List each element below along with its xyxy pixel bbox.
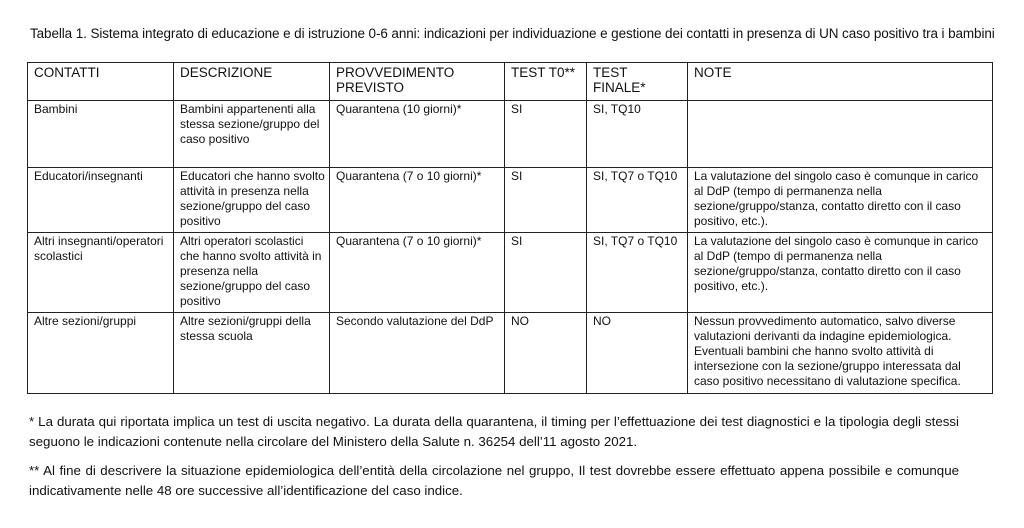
table-cell: Educatori/insegnanti (28, 168, 174, 233)
table-cell: Nessun provvedimento automatico, salvo diverse valutazioni derivanti da indagine epidemiologica. Eventuali bambini che hanno svolto attività di intersezione con la sezione/gruppo interessata dal caso positivo necessitano di valutazione specifica. (688, 313, 993, 394)
header-cell: CONTATTI (28, 63, 174, 101)
table-cell (688, 101, 993, 168)
table-cell: Altre sezioni/gruppi della stessa scuola (174, 313, 330, 394)
table-cell: SI, TQ7 o TQ10 (587, 233, 688, 313)
table-cell: SI (505, 101, 587, 168)
header-cell: DESCRIZIONE (174, 63, 330, 101)
table-cell: SI, TQ7 o TQ10 (587, 168, 688, 233)
table-cell: La valutazione del singolo caso è comunque in carico al DdP (tempo di permanenza nella sezione/gruppo/stanza, contatto diretto con il caso positivo, etc.). (688, 233, 993, 313)
table-cell: SI (505, 233, 587, 313)
table-cell: NO (505, 313, 587, 394)
header-cell: NOTE (688, 63, 993, 101)
contacts-table (27, 62, 993, 394)
table-cell: Altri operatori scolastici che hanno svolto attività in presenza nella sezione/gruppo del caso positivo (174, 233, 330, 313)
table-cell: Bambini (28, 101, 174, 168)
table-cell: Quarantena (7 o 10 giorni)* (330, 233, 505, 313)
header-cell: TEST T0** (505, 63, 587, 101)
table-cell: NO (587, 313, 688, 394)
table-cell: Secondo valutazione del DdP (330, 313, 505, 394)
footnote-quarantine: * La durata qui riportata implica un test di uscita negativo. La durata della quarantena, il timing per l’effettuazione dei test diagnostici e la tipologia degli stessi seguono le indicazioni contenute nella circolare del Ministero della Salute n. 36254 dell’11 agosto 2021. (29, 414, 959, 449)
table-row (28, 101, 993, 168)
table-cell: SI, TQ10 (587, 101, 688, 168)
footnote-test-t0: ** Al fine di descrivere la situazione epidemiologica dell’entità della circolazione nel gruppo, Il test dovrebbe essere effettuato appena possibile e comunque indicativamente nelle 48 ore successive all’identificazione del caso indice. (29, 463, 959, 498)
table-cell: Educatori che hanno svolto attività in presenza nella sezione/gruppo del caso positivo (174, 168, 330, 233)
table-row (28, 313, 993, 394)
table-row (28, 233, 993, 313)
table-cell: Altri insegnanti/operatori scolastici (28, 233, 174, 313)
header-cell: TEST FINALE* (587, 63, 688, 101)
table-cell: Quarantena (7 o 10 giorni)* (330, 168, 505, 233)
table-cell: Altre sezioni/gruppi (28, 313, 174, 394)
table-header-row (28, 63, 993, 101)
table-cell: SI (505, 168, 587, 233)
table-cell: La valutazione del singolo caso è comunque in carico al DdP (tempo di permanenza nella sezione/gruppo/stanza, contatto diretto con il caso positivo, etc.). (688, 168, 993, 233)
header-cell: PROVVEDIMENTO PREVISTO (330, 63, 505, 101)
table-cell: Bambini appartenenti alla stessa sezione/gruppo del caso positivo (174, 101, 330, 168)
table-row (28, 168, 993, 233)
table-cell: Quarantena (10 giorni)* (330, 101, 505, 168)
table-caption: Tabella 1. Sistema integrato di educazione e di istruzione 0-6 anni: indicazioni per individuazione e gestione dei contatti in presenza di UN caso positivo tra i bambini (30, 26, 995, 41)
